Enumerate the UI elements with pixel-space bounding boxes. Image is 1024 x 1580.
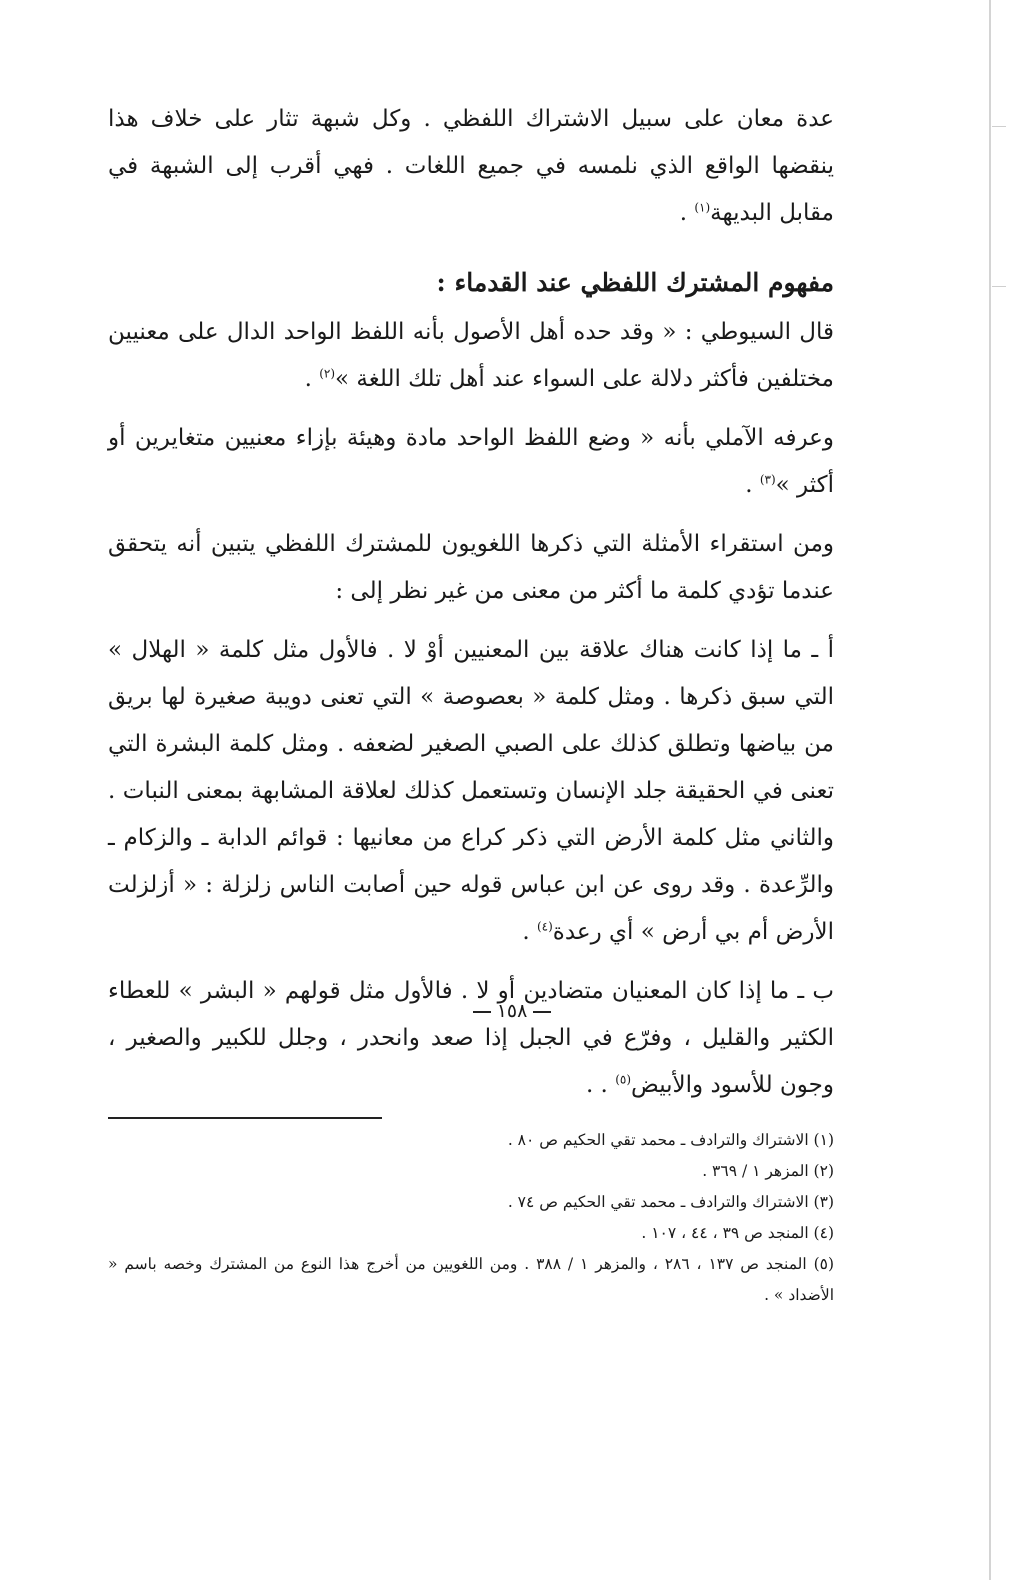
paragraph-ba bbox=[108, 968, 834, 1109]
section-title: مفهوم المشترك اللفظي عند القدماء : bbox=[436, 268, 834, 297]
paragraph-text: وعرفه الآملي بأنه « وضع اللفظ الواحد مادة وهيئة بإزاء معنيين متغايرين أو أكثر » bbox=[108, 425, 834, 498]
scan-edge-tick bbox=[992, 286, 1006, 287]
footnote-ref[interactable]: (٤) bbox=[536, 919, 553, 934]
paragraph-text: أ ـ ما إذا كانت هناك علاقة بين المعنيين أوْ لا . فالأول مثل كلمة « الهلال » التي سبق ذكرها . ومثل كلمة « بعصوصة » التي تعنى دويبة صغيرة لها بريق من بياضها وتطلق كذلك على الصبي الصغير لضعفه . ومثل كلمة البشرة التي تعنى في الحقيقة جلد الإنسان وتستعمل كذلك لعلاقة المشابهة بمعنى النبات . والثاني مثل كلمة الأرض التي ذكر كراع من معانيها : قوائم الدابة ـ والزكام ـ والرِّعدة . وقد روى عن ابن عباس قوله حين أصابت الناس زلزلة : « أزلزلت الأرض أم بي أرض » أي رعدة bbox=[108, 637, 834, 945]
page-number-text: ١٥٨ bbox=[496, 1000, 528, 1022]
page-number-dash bbox=[473, 1011, 491, 1013]
paragraph-text: عدة معان على سبيل الاشتراك اللفظي . وكل شبهة تثار على خلاف هذا ينقضها الواقع الذي نلمسه في جميع اللغات . فهي أقرب إلى الشبهة في مقابل البديهة bbox=[108, 106, 834, 226]
paragraph-alif bbox=[108, 627, 834, 956]
footnote-ref[interactable]: (٣) bbox=[759, 472, 776, 487]
footnote-4: (٤) المنجد ص ٣٩ ، ٤٤ ، ١٠٧ . bbox=[641, 1223, 834, 1242]
footnote-divider bbox=[108, 1117, 382, 1119]
paragraph-end: . bbox=[745, 472, 760, 498]
footnote-5: (٥) المنجد ص ١٣٧ ، ٢٨٦ ، والمزهر ١ / ٣٨٨ . ومن اللغويين من أخرج هذا النوع من المشترك وخصه باسم « الأضداد » . bbox=[108, 1254, 835, 1304]
scan-edge-tick bbox=[992, 126, 1006, 127]
page-body bbox=[108, 96, 834, 1311]
page-number-dash bbox=[533, 1011, 551, 1013]
paragraph-top bbox=[108, 96, 834, 237]
paragraph-istiqra: ومن استقراء الأمثلة التي ذكرها اللغويون للمشترك اللفظي يتبين أنه يتحقق عندما تؤدي كلمة ما أكثر من معنى من غير نظر إلى : bbox=[108, 531, 834, 604]
paragraph-text: ب ـ ما إذا كان المعنيان متضادين أو لا . فالأول مثل قولهم « البشر » للعطاء الكثير والقليل ، وفرّع في الجبل إذا صعد وانحدر ، وجلل للكبير والصغير ، وجون للأسود والأبيض bbox=[108, 978, 834, 1098]
paragraph-end: . bbox=[679, 200, 695, 226]
paragraph-amli bbox=[108, 415, 834, 509]
paragraph-end: . bbox=[522, 919, 537, 945]
footnotes bbox=[108, 1125, 834, 1311]
paragraph-suyuti bbox=[108, 309, 834, 403]
scan-edge-line bbox=[989, 0, 991, 1580]
paragraph-end: . bbox=[304, 366, 320, 392]
footnote-1: (١) الاشتراك والترادف ـ محمد تقي الحكيم ص ٨٠ . bbox=[507, 1130, 834, 1149]
page-number bbox=[0, 1000, 1024, 1022]
footnote-2: (٢) المزهر ١ / ٣٦٩ . bbox=[702, 1161, 834, 1180]
footnote-ref[interactable]: (٥) bbox=[615, 1072, 632, 1087]
footnote-3: (٣) الاشتراك والترادف ـ محمد تقي الحكيم ص ٧٤ . bbox=[507, 1192, 834, 1211]
paragraph-end: . . bbox=[585, 1072, 616, 1098]
footnote-ref[interactable]: (٢) bbox=[319, 366, 336, 381]
paragraph-text: قال السيوطي : « وقد حده أهل الأصول بأنه اللفظ الواحد الدال على معنيين مختلفين فأكثر دلالة على السواء عند أهل تلك اللغة » bbox=[108, 319, 834, 392]
footnote-ref[interactable]: (١) bbox=[694, 200, 711, 215]
